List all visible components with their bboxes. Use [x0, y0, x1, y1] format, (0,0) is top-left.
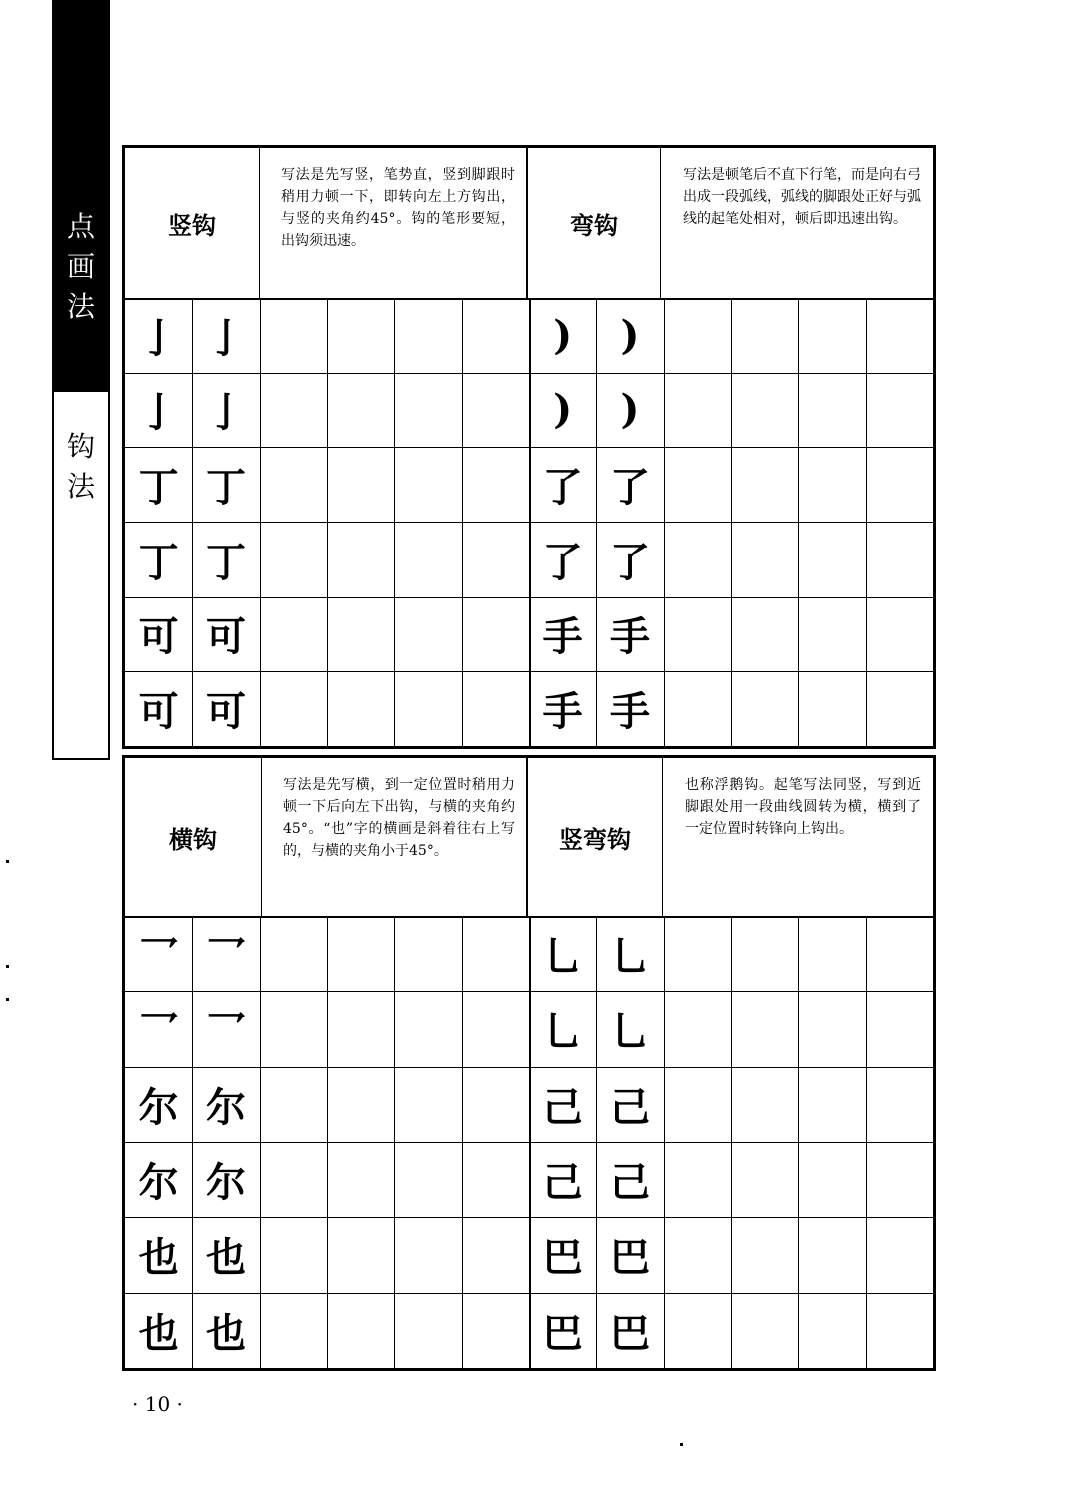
- practice-cell: [260, 373, 327, 448]
- practice-cell: [327, 1293, 394, 1368]
- practice-cell: [260, 991, 327, 1066]
- practice-cell: [260, 522, 327, 597]
- model-character: 了: [609, 538, 650, 586]
- practice-cell: [260, 1142, 327, 1217]
- practice-cell: [327, 671, 394, 746]
- practice-grid: [125, 298, 933, 746]
- practice-cell: [866, 447, 933, 522]
- model-character: 乛: [138, 933, 179, 981]
- practice-cell: [798, 298, 865, 373]
- practice-cell: [327, 1067, 394, 1142]
- practice-grid: [125, 916, 933, 1368]
- practice-cell: [260, 1067, 327, 1142]
- model-character: 尔: [205, 1083, 246, 1131]
- practice-cell: [798, 1217, 865, 1292]
- stroke-name-right: 竖弯钩: [559, 825, 631, 854]
- practice-cell: [798, 1293, 865, 1368]
- practice-cell: [462, 671, 529, 746]
- model-character: ): [620, 311, 640, 359]
- model-character: 巴: [609, 1234, 650, 1282]
- section-char-1: 钩: [66, 430, 95, 463]
- practice-cell: [260, 298, 327, 373]
- practice-cell: [798, 671, 865, 746]
- model-character: 也: [138, 1309, 179, 1357]
- practice-cell: [260, 597, 327, 672]
- practice-cell: [462, 1217, 529, 1292]
- practice-cell: [394, 1067, 461, 1142]
- practice-cell: [731, 1067, 798, 1142]
- practice-cell: [394, 298, 461, 373]
- practice-cell: [260, 1217, 327, 1292]
- model-character: 手: [609, 688, 650, 736]
- practice-cell: [866, 1067, 933, 1142]
- stroke-description-right: 写法是顿笔后不直下行笔，而是向右弓出成一段弧线，弧线的脚跟处正好与弧线的起笔处相对，顿后即迅速出钩。: [683, 167, 921, 227]
- practice-cell: [798, 1067, 865, 1142]
- practice-cell: [462, 447, 529, 522]
- practice-cell: [327, 916, 394, 991]
- practice-cell: [462, 991, 529, 1066]
- model-character: 也: [205, 1309, 246, 1357]
- practice-cell: [394, 597, 461, 672]
- model-character: 手: [609, 613, 650, 661]
- chapter-char-2: 画: [66, 250, 95, 283]
- model-character: 丁: [205, 538, 246, 586]
- model-character: 亅: [205, 389, 246, 437]
- practice-cell: [327, 1142, 394, 1217]
- practice-cell: [866, 298, 933, 373]
- practice-cell: [327, 1217, 394, 1292]
- scan-speck: [6, 860, 9, 863]
- model-character: 尔: [205, 1159, 246, 1207]
- practice-cell: [731, 991, 798, 1066]
- practice-cell: [664, 1067, 731, 1142]
- practice-cell: [327, 447, 394, 522]
- chapter-char-1: 点: [66, 210, 95, 243]
- practice-panel-2: [122, 755, 936, 1371]
- practice-cell: [260, 1293, 327, 1368]
- practice-cell: [327, 522, 394, 597]
- practice-cell: [798, 373, 865, 448]
- chapter-title: [54, 207, 108, 327]
- stroke-name-left: 竖钩: [168, 211, 216, 240]
- practice-cell: [462, 1067, 529, 1142]
- page-number: · 10 ·: [132, 1392, 183, 1416]
- practice-cell: [260, 671, 327, 746]
- model-character: 也: [205, 1234, 246, 1282]
- practice-cell: [731, 1293, 798, 1368]
- practice-cell: [798, 447, 865, 522]
- practice-cell: [394, 671, 461, 746]
- practice-cell: [798, 522, 865, 597]
- side-tab: [52, 0, 110, 760]
- section-title: [54, 427, 108, 507]
- practice-cell: [462, 1293, 529, 1368]
- practice-cell: [866, 373, 933, 448]
- model-character: 丁: [138, 538, 179, 586]
- practice-cell: [866, 522, 933, 597]
- practice-cell: [664, 671, 731, 746]
- model-character: 了: [542, 538, 583, 586]
- model-character: 可: [205, 688, 246, 736]
- model-character: 亅: [138, 314, 179, 362]
- model-character: ): [553, 386, 573, 434]
- practice-cell: [394, 1142, 461, 1217]
- model-character: 了: [609, 464, 650, 512]
- practice-cell: [462, 522, 529, 597]
- model-character: 尔: [138, 1159, 179, 1207]
- practice-cell: [664, 447, 731, 522]
- practice-cell: [394, 447, 461, 522]
- side-tab-dark-block: [54, 2, 108, 392]
- model-character: ): [620, 386, 640, 434]
- model-character: 也: [138, 1234, 179, 1282]
- model-character: 手: [542, 613, 583, 661]
- practice-cell: [664, 373, 731, 448]
- practice-cell: [664, 522, 731, 597]
- practice-cell: [731, 522, 798, 597]
- model-character: 手: [542, 688, 583, 736]
- model-character: 巴: [609, 1309, 650, 1357]
- model-character: 巴: [542, 1234, 583, 1282]
- model-character: 乛: [205, 1008, 246, 1056]
- practice-cell: [394, 991, 461, 1066]
- model-character: 可: [205, 613, 246, 661]
- practice-cell: [462, 373, 529, 448]
- section-char-2: 法: [66, 470, 95, 503]
- model-character: 乛: [138, 1008, 179, 1056]
- model-character: 乚: [542, 1008, 583, 1056]
- model-character: 乚: [542, 933, 583, 981]
- practice-cell: [664, 1217, 731, 1292]
- model-character: 巴: [542, 1309, 583, 1357]
- scan-speck: [6, 965, 9, 968]
- practice-cell: [731, 1217, 798, 1292]
- scan-speck: [6, 998, 9, 1001]
- practice-cell: [664, 597, 731, 672]
- practice-cell: [327, 373, 394, 448]
- model-character: 乚: [609, 933, 650, 981]
- stroke-name-left: 横钩: [169, 825, 217, 854]
- practice-cell: [731, 597, 798, 672]
- practice-cell: [327, 991, 394, 1066]
- model-character: 可: [138, 613, 179, 661]
- practice-cell: [731, 1142, 798, 1217]
- practice-cell: [462, 1142, 529, 1217]
- practice-cell: [394, 373, 461, 448]
- practice-cell: [394, 1217, 461, 1292]
- model-character: 尔: [138, 1083, 179, 1131]
- model-character: 乚: [609, 1008, 650, 1056]
- model-character: 亅: [205, 314, 246, 362]
- practice-cell: [866, 991, 933, 1066]
- practice-cell: [798, 916, 865, 991]
- model-character: 了: [542, 464, 583, 512]
- practice-cell: [798, 991, 865, 1066]
- practice-cell: [866, 1293, 933, 1368]
- practice-cell: [462, 916, 529, 991]
- panel-header: [125, 758, 933, 918]
- practice-cell: [327, 597, 394, 672]
- stroke-description-right: 也称浮鹅钩。起笔写法同竖，写到近脚跟处用一段曲线圆转为横，横到了一定位置时转锋向上钩出。: [685, 777, 921, 837]
- practice-cell: [462, 298, 529, 373]
- practice-cell: [394, 1293, 461, 1368]
- practice-cell: [866, 916, 933, 991]
- scan-speck: [680, 1443, 683, 1446]
- model-character: 己: [542, 1159, 583, 1207]
- practice-panel-1: [122, 145, 936, 749]
- stroke-description-left: 写法是先写竖，笔势直，竖到脚跟时稍用力顿一下，即转向左上方钩出，与竖的夹角约45°。钩的笔形要短，出钩须迅速。: [281, 167, 515, 249]
- model-character: 乛: [205, 933, 246, 981]
- practice-cell: [731, 671, 798, 746]
- practice-cell: [866, 1142, 933, 1217]
- practice-cell: [866, 1217, 933, 1292]
- chapter-char-3: 法: [66, 290, 95, 323]
- practice-cell: [731, 447, 798, 522]
- practice-cell: [260, 916, 327, 991]
- practice-cell: [664, 991, 731, 1066]
- practice-cell: [260, 447, 327, 522]
- model-character: 己: [609, 1083, 650, 1131]
- practice-cell: [462, 597, 529, 672]
- practice-cell: [866, 597, 933, 672]
- stroke-description-left: 写法是先写横，到一定位置时稍用力顿一下后向左下出钩，与横的夹角约45°。“也”字的横画是斜着往右上写的，与横的夹角小于45°。: [283, 777, 515, 859]
- practice-cell: [664, 298, 731, 373]
- model-character: 丁: [138, 464, 179, 512]
- practice-cell: [798, 1142, 865, 1217]
- practice-cell: [731, 373, 798, 448]
- practice-cell: [731, 298, 798, 373]
- practice-cell: [394, 522, 461, 597]
- practice-cell: [664, 1142, 731, 1217]
- stroke-name-right: 弯钩: [570, 211, 618, 240]
- model-character: 己: [542, 1083, 583, 1131]
- model-character: 己: [609, 1159, 650, 1207]
- panel-header: [125, 148, 933, 300]
- practice-cell: [327, 298, 394, 373]
- model-character: 亅: [138, 389, 179, 437]
- practice-cell: [664, 916, 731, 991]
- model-character: 丁: [205, 464, 246, 512]
- practice-cell: [664, 1293, 731, 1368]
- practice-cell: [798, 597, 865, 672]
- practice-cell: [731, 916, 798, 991]
- model-character: ): [553, 311, 573, 359]
- practice-cell: [866, 671, 933, 746]
- model-character: 可: [138, 688, 179, 736]
- practice-cell: [394, 916, 461, 991]
